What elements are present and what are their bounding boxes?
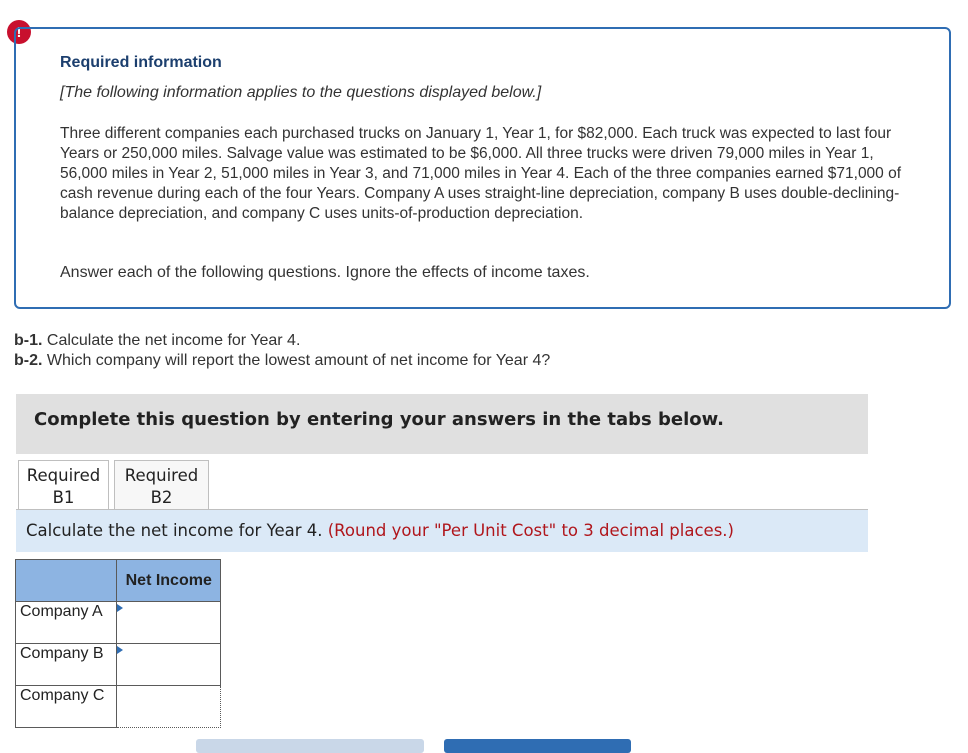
next-tab-button[interactable]	[444, 739, 631, 753]
rounding-note: (Round your "Per Unit Cost" to 3 decimal places.)	[327, 521, 734, 540]
net-income-input-company-c[interactable]	[117, 686, 221, 728]
table-row	[16, 644, 221, 686]
previous-tab-button[interactable]	[196, 739, 424, 753]
info-subtitle: [The following information applies to the questions displayed below.]	[60, 84, 542, 101]
row-label-company-b: Company B	[16, 644, 117, 686]
instruction-bar	[16, 510, 868, 552]
net-income-input-company-a[interactable]	[117, 602, 221, 644]
table-row	[16, 686, 221, 728]
row-label-company-c: Company C	[16, 686, 117, 728]
table-header-net-income: Net Income	[117, 560, 221, 602]
question-list	[14, 331, 550, 371]
info-title: Required information	[60, 54, 222, 71]
row-label-company-a: Company A	[16, 602, 117, 644]
alert-icon: !	[7, 20, 31, 44]
table-header-blank	[16, 560, 117, 602]
tab-required-b2[interactable]: Required B2	[114, 460, 209, 510]
required-information-box	[14, 27, 951, 309]
complete-banner	[16, 394, 868, 454]
table-row	[16, 602, 221, 644]
instruction-text: Calculate the net income for Year 4.	[26, 521, 323, 540]
question-b2: b-2. Which company will report the lowest amount of net income for Year 4?	[14, 352, 551, 369]
complete-banner-text: Complete this question by entering your answers in the tabs below.	[34, 409, 724, 430]
tab-required-b1[interactable]: Required B1	[18, 460, 109, 510]
net-income-input-company-b[interactable]	[117, 644, 221, 686]
info-body: Three different companies each purchased trucks on January 1, Year 1, for $82,000. Each truck was expected to last four Years or 250,000 miles. Salvage value was estimated to be $6,000. All three trucks were driven 79,000 miles in Year 1, 56,000 miles in Year 2, 51,000 miles in Year 3, and 71,000 miles in Year 4. Each of the three companies earned $71,000 of cash revenue during each of the four Years. Company A uses straight-line depreciation, company B uses double-declining-balance depreciation, and company C uses units-of-production depreciation.	[60, 125, 902, 222]
info-answer-note: Answer each of the following questions. Ignore the effects of income taxes.	[60, 264, 590, 281]
net-income-table	[15, 559, 221, 728]
question-b1: b-1. Calculate the net income for Year 4.	[14, 332, 301, 349]
